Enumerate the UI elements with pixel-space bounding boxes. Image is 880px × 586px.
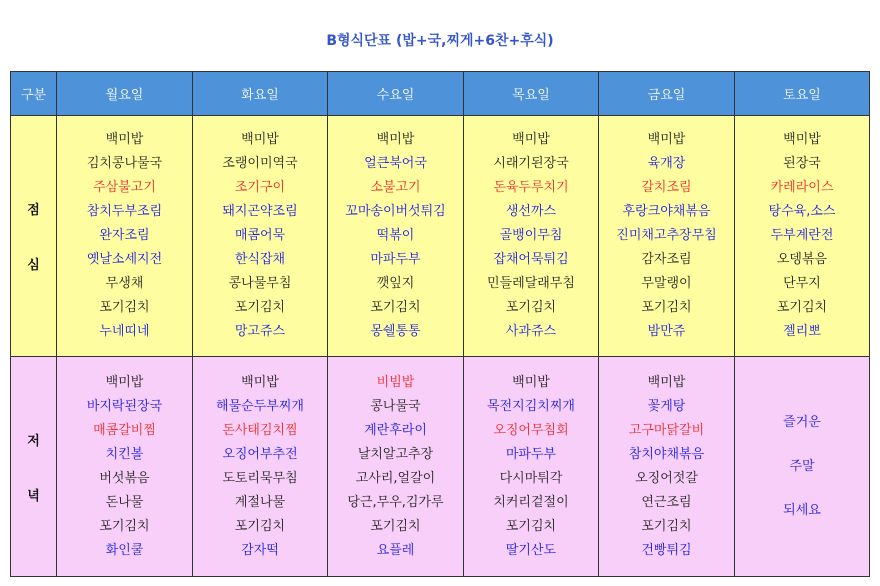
menu-item: 꽃게탕 <box>647 398 686 414</box>
dinner-label-char: 녁 <box>27 488 40 504</box>
lunch-label-char: 심 <box>27 258 40 273</box>
menu-item: 참치두부조림 <box>86 204 163 219</box>
menu-item: 마파두부 <box>370 252 421 267</box>
menu-item: 돈나물 <box>105 494 144 510</box>
menu-item: 오뎅볶음 <box>776 252 828 267</box>
menu-item: 참치야채볶음 <box>628 446 705 462</box>
menu-item: 조랭이미역국 <box>222 156 298 171</box>
menu-item: 치킨볼 <box>105 446 144 462</box>
menu-list <box>464 371 598 563</box>
menu-item: 포기김치 <box>99 300 150 315</box>
menu-item: 얼큰북어국 <box>364 156 427 171</box>
dinner-row <box>11 357 870 577</box>
lunch-cell-wed <box>328 116 464 357</box>
menu-item: 오징어젓갈 <box>635 470 698 486</box>
header-category: 구분 <box>11 72 57 116</box>
lunch-cell-tue <box>193 116 328 357</box>
menu-item: 딸기산도 <box>505 542 557 558</box>
menu-item: 백미밥 <box>647 132 686 147</box>
menu-item: 해물순두부찌개 <box>216 398 304 414</box>
menu-item: 포기김치 <box>99 518 150 534</box>
menu-list <box>735 401 869 533</box>
menu-item: 망고쥬스 <box>234 324 286 339</box>
menu-item: 생선까스 <box>505 204 557 219</box>
menu-item: 감자떡 <box>241 542 279 558</box>
menu-item: 백미밥 <box>512 132 550 147</box>
header-day-tue: 화요일 <box>193 72 328 116</box>
menu-item: 치커리겉절이 <box>493 494 569 510</box>
menu-item: 돈사태김치찜 <box>222 422 298 438</box>
menu-item: 즐거운 <box>783 414 821 430</box>
menu-item: 백미밥 <box>105 374 144 390</box>
menu-item: 매콤갈비찜 <box>93 422 156 438</box>
menu-item: 민들레달래무침 <box>487 276 575 291</box>
menu-item: 포기김치 <box>776 300 828 315</box>
menu-list <box>328 128 463 344</box>
menu-item: 포기김치 <box>234 518 286 534</box>
menu-item: 바지락된장국 <box>86 398 163 414</box>
menu-item: 감자조림 <box>641 252 692 267</box>
menu-item: 콩나물무침 <box>228 276 292 291</box>
menu-item: 오징어무침회 <box>493 422 569 438</box>
menu-item: 밤만쥬 <box>647 324 686 339</box>
menu-item: 연근조림 <box>641 494 692 510</box>
menu-item: 목전지김치찌개 <box>487 398 575 414</box>
menu-table <box>10 71 870 577</box>
lunch-cell-mon <box>57 116 193 357</box>
menu-item: 갈치조림 <box>641 180 692 195</box>
menu-item: 누네띠네 <box>99 324 150 339</box>
dinner-label <box>11 357 57 577</box>
menu-item: 깻잎지 <box>376 276 415 291</box>
header-day-fri: 금요일 <box>599 72 735 116</box>
menu-item: 백미밥 <box>376 132 415 147</box>
menu-item: 포기김치 <box>370 518 421 534</box>
dinner-cell-mon <box>57 357 193 577</box>
menu-item: 젤리뽀 <box>783 324 821 339</box>
menu-item: 포기김치 <box>505 300 557 315</box>
menu-item: 백미밥 <box>241 132 279 147</box>
menu-item: 백미밥 <box>783 132 821 147</box>
menu-item: 두부계란전 <box>770 228 834 243</box>
menu-item: 백미밥 <box>241 374 279 390</box>
menu-item: 사과쥬스 <box>505 324 557 339</box>
menu-list <box>193 128 327 344</box>
menu-item: 도토리묵무침 <box>222 470 298 486</box>
dinner-cell-thu <box>464 357 599 577</box>
menu-item: 무말랭이 <box>641 276 692 291</box>
menu-item: 당근,무우,김가루 <box>347 494 444 510</box>
header-day-thu: 목요일 <box>464 72 599 116</box>
header-row <box>11 72 870 116</box>
menu-item: 비빔밥 <box>376 374 415 390</box>
header-day-mon: 월요일 <box>57 72 193 116</box>
lunch-label <box>11 116 57 357</box>
menu-item: 계란후라이 <box>364 422 427 438</box>
dinner-cell-wed <box>328 357 464 577</box>
menu-list <box>193 371 327 563</box>
menu-item: 다시마튀각 <box>499 470 563 486</box>
dinner-cell-tue <box>193 357 328 577</box>
lunch-cell-fri <box>599 116 735 357</box>
menu-item: 육개장 <box>647 156 686 171</box>
menu-item: 콩나물국 <box>370 398 421 414</box>
menu-list <box>735 128 869 344</box>
menu-item: 주말 <box>789 458 815 474</box>
menu-item: 시래기된장국 <box>493 156 569 171</box>
menu-item: 고구마닭갈비 <box>628 422 705 438</box>
menu-item: 한식잡채 <box>234 252 286 267</box>
menu-list <box>599 371 734 563</box>
lunch-row <box>11 116 870 357</box>
dinner-cell-fri <box>599 357 735 577</box>
menu-item: 김치콩나물국 <box>86 156 163 171</box>
menu-item: 무생채 <box>105 276 144 291</box>
menu-item: 되세요 <box>783 502 821 518</box>
menu-item: 몽쉘통통 <box>370 324 421 339</box>
menu-item: 조기구이 <box>234 180 286 195</box>
menu-list <box>57 371 192 563</box>
menu-item: 포기김치 <box>641 518 692 534</box>
menu-item: 백미밥 <box>512 374 550 390</box>
menu-list <box>599 128 734 344</box>
dinner-label-char: 저 <box>27 433 40 449</box>
menu-item: 떡볶이 <box>376 228 415 243</box>
menu-item: 요플레 <box>376 542 415 558</box>
menu-list <box>57 128 192 344</box>
menu-list <box>464 128 598 344</box>
menu-item: 탕수육,소스 <box>768 204 836 219</box>
menu-item: 백미밥 <box>647 374 686 390</box>
menu-item: 옛날소세지전 <box>86 252 163 267</box>
page-title: B형식단표 (밥+국,찌게+6찬+후식) <box>326 33 554 49</box>
menu-item: 매콤어묵 <box>234 228 286 243</box>
menu-item: 골뱅이무침 <box>499 228 563 243</box>
menu-item: 카레라이스 <box>770 180 834 195</box>
menu-item: 후랑크야채볶음 <box>622 204 711 219</box>
menu-item: 돼지곤약조림 <box>222 204 298 219</box>
header-day-wed: 수요일 <box>328 72 464 116</box>
menu-item: 돈육두루치기 <box>493 180 569 195</box>
menu-item: 포기김치 <box>370 300 421 315</box>
menu-item: 포기김치 <box>234 300 286 315</box>
menu-item: 주삼불고기 <box>93 180 156 195</box>
lunch-label-char: 점 <box>27 203 40 218</box>
header-day-sat: 토요일 <box>735 72 870 116</box>
menu-item: 오징어부추전 <box>222 446 298 462</box>
menu-item: 날치알고추장 <box>357 446 434 462</box>
menu-item: 버섯볶음 <box>99 470 150 486</box>
menu-item: 포기김치 <box>505 518 557 534</box>
dinner-cell-sat <box>735 357 870 577</box>
menu-item: 잡채어묵튀김 <box>493 252 569 267</box>
menu-item: 꼬마송이버섯튀김 <box>345 204 446 219</box>
menu-item: 백미밥 <box>105 132 144 147</box>
menu-item: 고사리,얼갈이 <box>355 470 436 486</box>
menu-item: 완자조림 <box>99 228 150 243</box>
lunch-cell-sat <box>735 116 870 357</box>
menu-item: 마파두부 <box>505 446 557 462</box>
menu-list <box>328 371 463 563</box>
menu-item: 화인쿨 <box>105 542 144 558</box>
lunch-cell-thu <box>464 116 599 357</box>
menu-item: 단무지 <box>783 276 821 291</box>
menu-item: 된장국 <box>783 156 821 171</box>
menu-item: 건빵튀김 <box>641 542 692 558</box>
menu-item: 포기김치 <box>641 300 692 315</box>
menu-item: 진미채고추장무침 <box>616 228 717 243</box>
menu-item: 계절나물 <box>234 494 286 510</box>
menu-item: 소불고기 <box>370 180 421 195</box>
